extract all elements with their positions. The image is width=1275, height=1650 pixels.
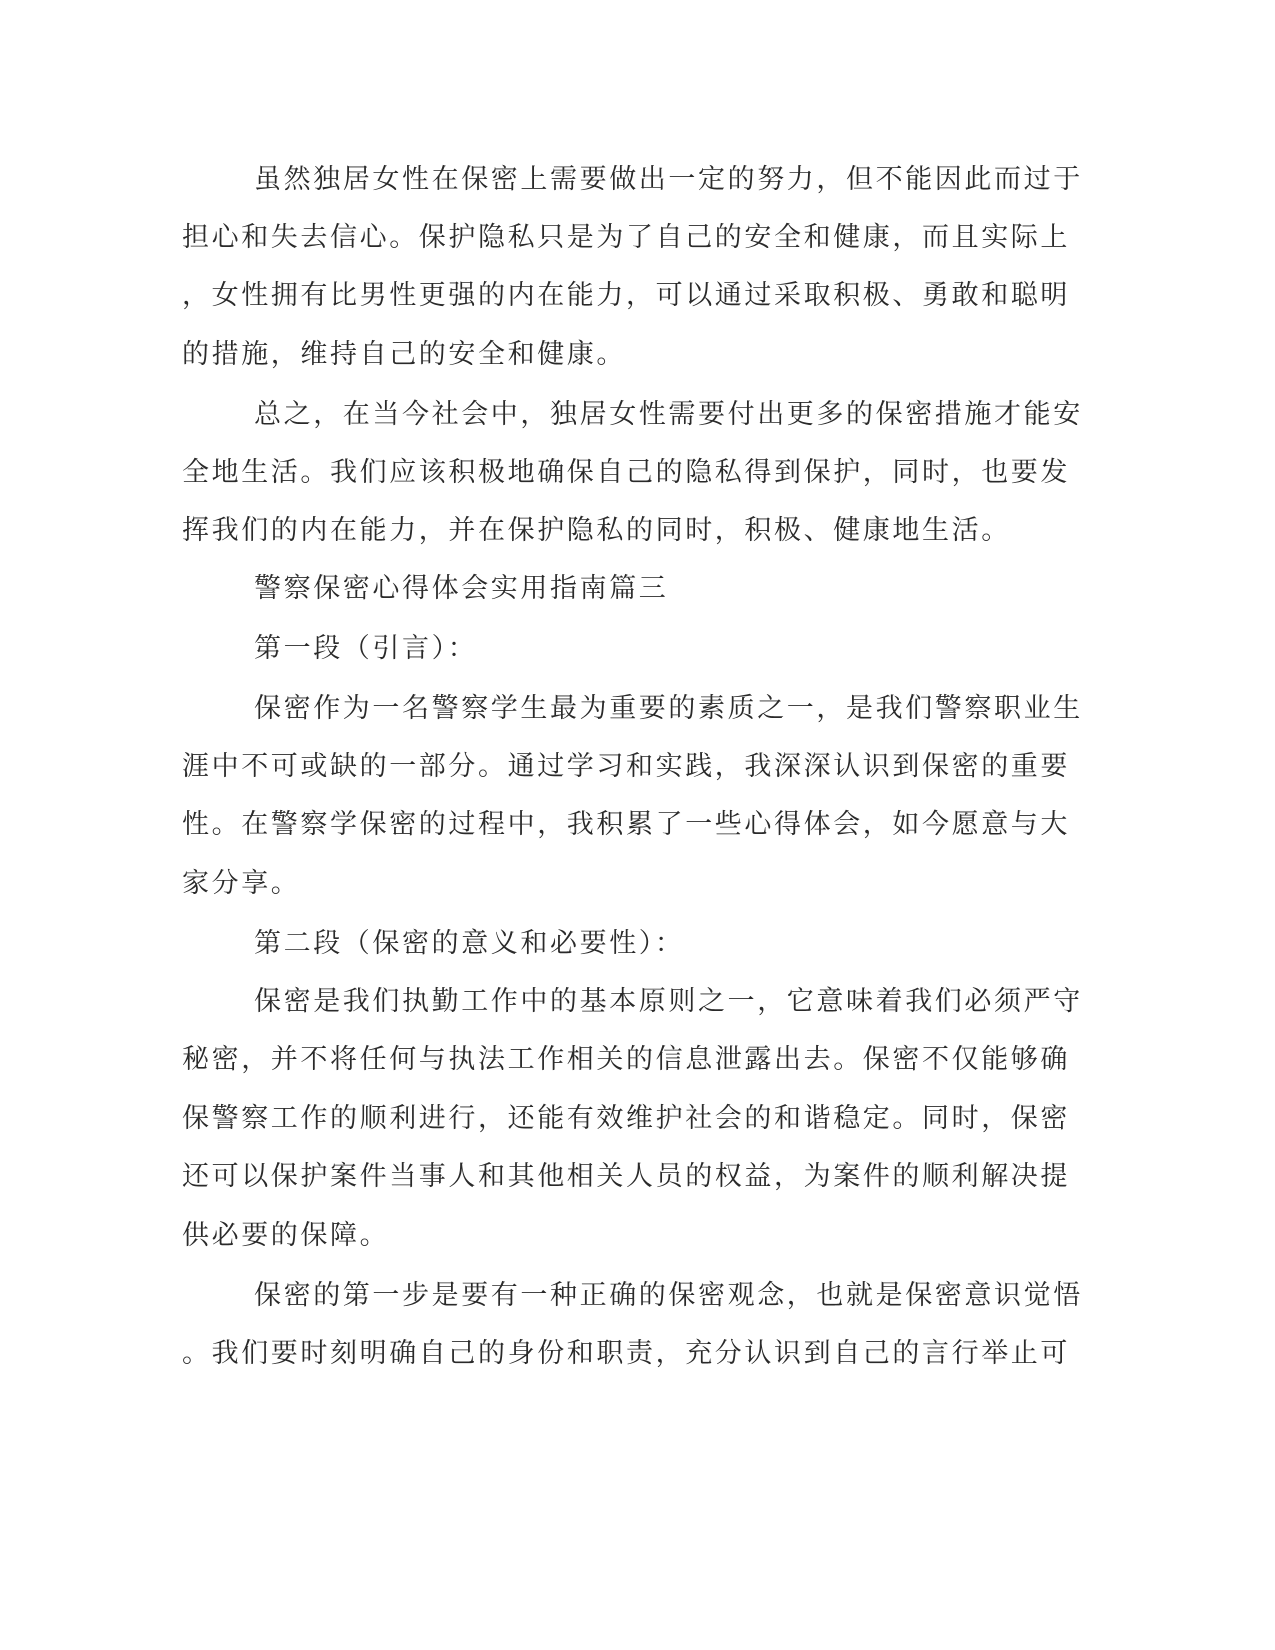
- text-line: ，女性拥有比男性更强的内在能力，可以通过采取积极、勇敢和聪明: [182, 280, 1070, 311]
- text-line: 担心和失去信心。保护隐私只是为了自己的安全和健康，而且实际上: [182, 222, 1070, 253]
- text-line: 保密的第一步是要有一种正确的保密观念，也就是保密意识觉悟: [254, 1280, 1083, 1311]
- text-line: 的措施，维持自己的安全和健康。: [182, 339, 626, 370]
- text-line: 性。在警察学保密的过程中，我积累了一些心得体会，如今愿意与大: [182, 809, 1070, 840]
- paragraph-heading: 第一段（引言）：: [254, 633, 478, 664]
- text-line: 虽然独居女性在保密上需要做出一定的努力，但不能因此而过于: [254, 164, 1083, 195]
- text-line: 全地生活。我们应该积极地确保自己的隐私得到保护，同时，也要发: [182, 457, 1070, 488]
- text-line: 保警察工作的顺利进行，还能有效维护社会的和谐稳定。同时，保密: [182, 1103, 1070, 1134]
- text-line: 涯中不可或缺的一部分。通过学习和实践，我深深认识到保密的重要: [182, 751, 1070, 782]
- text-line: 秘密，并不将任何与执法工作相关的信息泄露出去。保密不仅能够确: [182, 1044, 1070, 1075]
- text-line: 保密作为一名警察学生最为重要的素质之一，是我们警察职业生: [254, 693, 1083, 724]
- section-title: 警察保密心得体会实用指南篇三: [254, 573, 669, 604]
- text-line: 还可以保护案件当事人和其他相关人员的权益，为案件的顺利解决提: [182, 1161, 1070, 1192]
- text-line: 保密是我们执勤工作中的基本原则之一，它意味着我们必须严守: [254, 986, 1083, 1017]
- text-line: 总之，在当今社会中，独居女性需要付出更多的保密措施才能安: [254, 399, 1083, 430]
- paragraph-heading: 第二段（保密的意义和必要性）：: [254, 928, 685, 959]
- text-line: 挥我们的内在能力，并在保护隐私的同时，积极、健康地生活。: [182, 515, 1011, 546]
- text-line: 供必要的保障。: [182, 1220, 390, 1251]
- text-line: 。我们要时刻明确自己的身份和职责，充分认识到自己的言行举止可: [182, 1338, 1070, 1369]
- text-line: 家分享。: [182, 868, 301, 899]
